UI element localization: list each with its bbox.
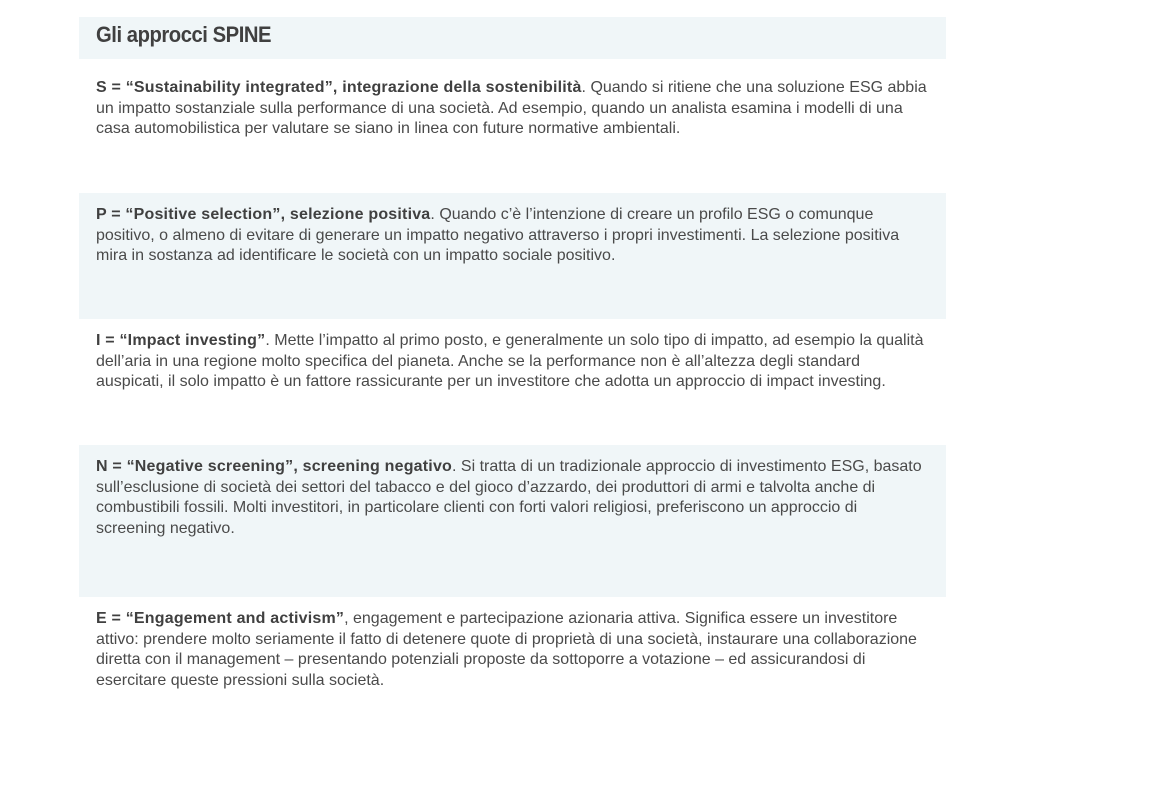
section-e [79,597,946,747]
section-s [79,66,946,193]
section-paragraph [96,205,929,267]
page-title: Gli approcci SPINE [96,22,272,47]
title-bar [79,17,946,59]
section-paragraph [96,457,929,539]
section-body: . Quando si ritiene che una soluzione ESG abbia un impatto sostanziale sulla performance di una società. Ad esempio, quando un analista esamina i modelli di una casa automobilistica per valutare se siano in linea con future normative ambientali. [96,79,927,137]
section-lead: I = “Impact investing” [96,332,266,349]
document-page [79,17,946,747]
section-lead: S = “Sustainability integrated”, integrazione della sostenibilità [96,79,582,96]
section-paragraph [96,78,929,140]
section-body: . Si tratta di un tradizionale approccio di investimento ESG, basato sull’esclusione di società dei settori del tabacco e del gioco d’azzardo, dei produttori di armi e talvolta anche di combustibili fossili. Molti investitori, in particolare clienti con forti valori religiosi, preferiscono un approccio di screening negativo. [96,458,922,537]
section-body: , engagement e partecipazione azionaria attiva. Significa essere un investitore attivo: prendere molto seriamente il fatto di detenere quote di proprietà di una società, instaurare una collaborazione diretta con il management – presentando potenziali proposte da sottoporre a votazione – ed assicurandosi di esercitare queste pressioni sulla società. [96,610,917,689]
section-lead: N = “Negative screening”, screening negativo [96,458,453,475]
section-body: . Mette l’impatto al primo posto, e generalmente un solo tipo di impatto, ad esempio la qualità dell’aria in una regione molto specifica del pianeta. Anche se la performance non è all’altezza degli standard auspicati, il solo impatto è un fattore rassicurante per un investitore che adotta un approccio di impact investing. [96,332,924,390]
section-lead: P = “Positive selection”, selezione positiva [96,206,431,223]
section-i [79,319,946,445]
section-p [79,193,946,319]
section-lead: E = “Engagement and activism” [96,610,345,627]
section-body: . Quando c’è l’intenzione di creare un profilo ESG o comunque positivo, o almeno di evitare di generare un impatto negativo attraverso i propri investimenti. La selezione positiva mira in sostanza ad identificare le società con un impatto sociale positivo. [96,206,900,264]
section-paragraph [96,609,929,691]
section-paragraph [96,331,929,393]
section-n [79,445,946,597]
